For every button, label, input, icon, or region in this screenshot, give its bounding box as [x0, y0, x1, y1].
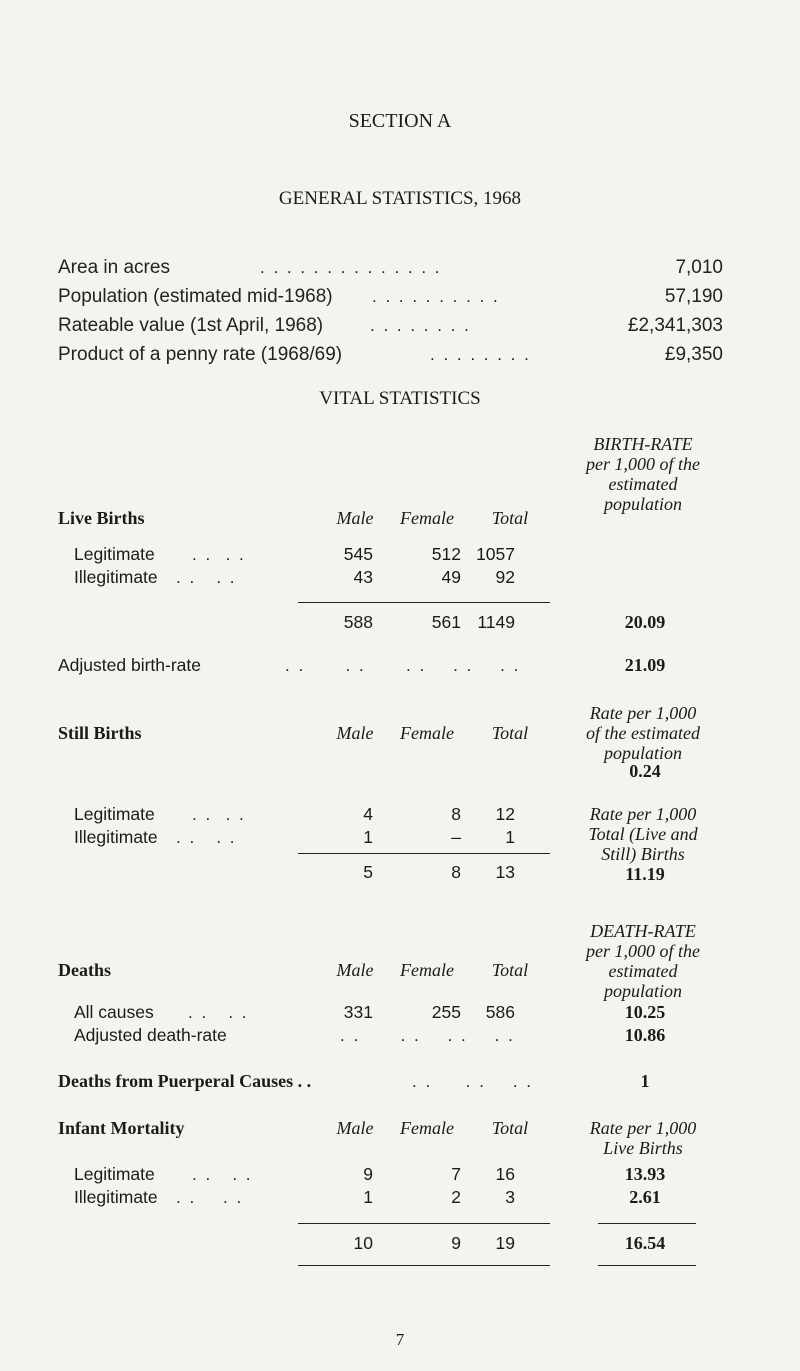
row-label-legitimate: Legitimate — [74, 1164, 155, 1184]
leader-dots: . . . . . . . . — [370, 316, 471, 335]
rate-bottom-rule — [598, 1265, 696, 1266]
live-births-heading: Live Births — [58, 508, 145, 528]
cell-male: 545 — [343, 544, 373, 564]
deaths-female: 255 — [431, 1002, 461, 1022]
total-rule — [298, 853, 550, 854]
puerperal-deaths-label: Deaths from Puerperal Causes . . — [58, 1071, 312, 1091]
general-statistics-title: GENERAL STATISTICS, 1968 — [278, 188, 522, 209]
cell-female: 7 — [451, 1164, 461, 1184]
death-rate-value: 10.25 — [624, 1002, 666, 1022]
cell-total: 1 — [505, 827, 515, 847]
adjusted-birth-rate-value: 21.09 — [624, 655, 666, 675]
cell-male: 4 — [363, 804, 373, 824]
leader-dots: . . . . — [176, 1188, 244, 1207]
stat-value-population: 57,190 — [664, 286, 723, 307]
birth-rate-value: 20.09 — [624, 612, 666, 632]
stat-label-penny-rate: Product of a penny rate (1968/69) — [58, 344, 343, 365]
bottom-rule — [298, 1265, 550, 1266]
row-label-illegitimate: Illegitimate — [74, 827, 158, 847]
all-causes-label: All causes — [74, 1002, 154, 1022]
deaths-total: 586 — [485, 1002, 515, 1022]
total-female: 561 — [431, 612, 461, 632]
still-births-heading: Still Births — [58, 723, 142, 743]
page-number: 7 — [395, 1330, 405, 1349]
leader-dots: . . . . — [188, 1003, 249, 1022]
total-total: 13 — [495, 862, 515, 882]
cell-male: 1 — [363, 1187, 373, 1207]
leader-dots: . . . . . . . . . . . . . . — [260, 258, 442, 277]
col-total: Total — [491, 1118, 529, 1138]
stat-value-penny-rate: £9,350 — [664, 344, 723, 365]
cell-total: 3 — [505, 1187, 515, 1207]
cell-total: 92 — [495, 567, 515, 587]
cell-male: 9 — [363, 1164, 373, 1184]
stat-label-population: Population (estimated mid-1968) — [58, 286, 333, 307]
total-female: 8 — [451, 862, 461, 882]
deaths-male: 331 — [343, 1002, 373, 1022]
cell-rate: 2.61 — [629, 1187, 661, 1207]
row-label-illegitimate: Illegitimate — [74, 1187, 158, 1207]
row-label-illegitimate: Illegitimate — [74, 567, 158, 587]
still-birth-rate-header: Rate per 1,000 of the estimated population — [586, 703, 700, 763]
col-total: Total — [491, 960, 529, 980]
col-male: Male — [336, 1118, 374, 1138]
total-rule — [298, 1223, 550, 1224]
leader-dots: . . . . — [192, 545, 246, 564]
total-total: 1149 — [477, 612, 515, 632]
row-label-legitimate: Legitimate — [74, 544, 155, 564]
total-male: 10 — [353, 1233, 373, 1253]
cell-female: 8 — [451, 804, 461, 824]
leader-dots: . . . . — [176, 568, 237, 587]
birth-rate-header: BIRTH-RATE per 1,000 of the estimated population — [586, 434, 700, 514]
col-female: Female — [400, 960, 454, 980]
total-male: 5 — [363, 862, 373, 882]
cell-male: 43 — [353, 567, 373, 587]
stat-value-area: 7,010 — [675, 257, 723, 278]
still-birth-rate-total-value: 11.19 — [625, 864, 665, 884]
row-label-legitimate: Legitimate — [74, 804, 155, 824]
infant-mortality-heading: Infant Mortality — [58, 1118, 185, 1138]
leader-dots: . . . . — [192, 1165, 253, 1184]
total-rule — [298, 602, 550, 603]
cell-female: – — [451, 827, 461, 847]
stat-value-rateable-value: £2,341,303 — [627, 315, 723, 336]
col-male: Male — [336, 960, 374, 980]
col-female: Female — [400, 1118, 454, 1138]
cell-total: 16 — [495, 1164, 515, 1184]
cell-total: 12 — [495, 804, 515, 824]
infant-rate-header: Rate per 1,000 Live Births — [589, 1118, 697, 1158]
adjusted-death-rate-label: Adjusted death-rate — [74, 1025, 227, 1045]
cell-total: 1057 — [476, 544, 515, 564]
still-birth-rate-population: 0.24 — [629, 761, 661, 781]
col-total: Total — [491, 508, 529, 528]
stat-label-area: Area in acres — [58, 257, 170, 278]
total-total: 19 — [495, 1233, 515, 1253]
cell-female: 2 — [451, 1187, 461, 1207]
still-birth-rate-total-label: Rate per 1,000 Total (Live and Still) Births — [588, 804, 698, 864]
cell-female: 49 — [441, 567, 461, 587]
cell-female: 512 — [431, 544, 461, 564]
cell-male: 1 — [363, 827, 373, 847]
adjusted-death-rate-value: 10.86 — [624, 1025, 666, 1045]
leader-dots: . . . . — [192, 805, 246, 824]
vital-statistics-title: VITAL STATISTICS — [319, 388, 481, 409]
leader-dots: . . . . . . . . . . — [285, 656, 521, 675]
total-male: 588 — [343, 612, 373, 632]
leader-dots: . . . . . . — [412, 1072, 534, 1091]
section-title: SECTION A — [348, 110, 452, 132]
adjusted-birth-rate-label: Adjusted birth-rate — [58, 655, 201, 675]
total-female: 9 — [451, 1233, 461, 1253]
col-total: Total — [491, 723, 529, 743]
leader-dots: . . . . — [176, 828, 237, 847]
deaths-heading: Deaths — [58, 960, 111, 980]
col-female: Female — [400, 508, 454, 528]
cell-rate: 13.93 — [624, 1164, 666, 1184]
col-female: Female — [400, 723, 454, 743]
col-male: Male — [336, 508, 374, 528]
leader-dots: . . . . . . . . — [340, 1026, 515, 1045]
total-rate: 16.54 — [624, 1233, 666, 1253]
rate-total-rule — [598, 1223, 696, 1224]
leader-dots: . . . . . . . . — [430, 345, 531, 364]
puerperal-deaths-value: 1 — [640, 1071, 650, 1091]
stat-label-rateable-value: Rateable value (1st April, 1968) — [58, 315, 324, 336]
death-rate-header: DEATH-RATE per 1,000 of the estimated population — [586, 921, 700, 1001]
leader-dots: . . . . . . . . . . — [372, 287, 500, 306]
col-male: Male — [336, 723, 374, 743]
